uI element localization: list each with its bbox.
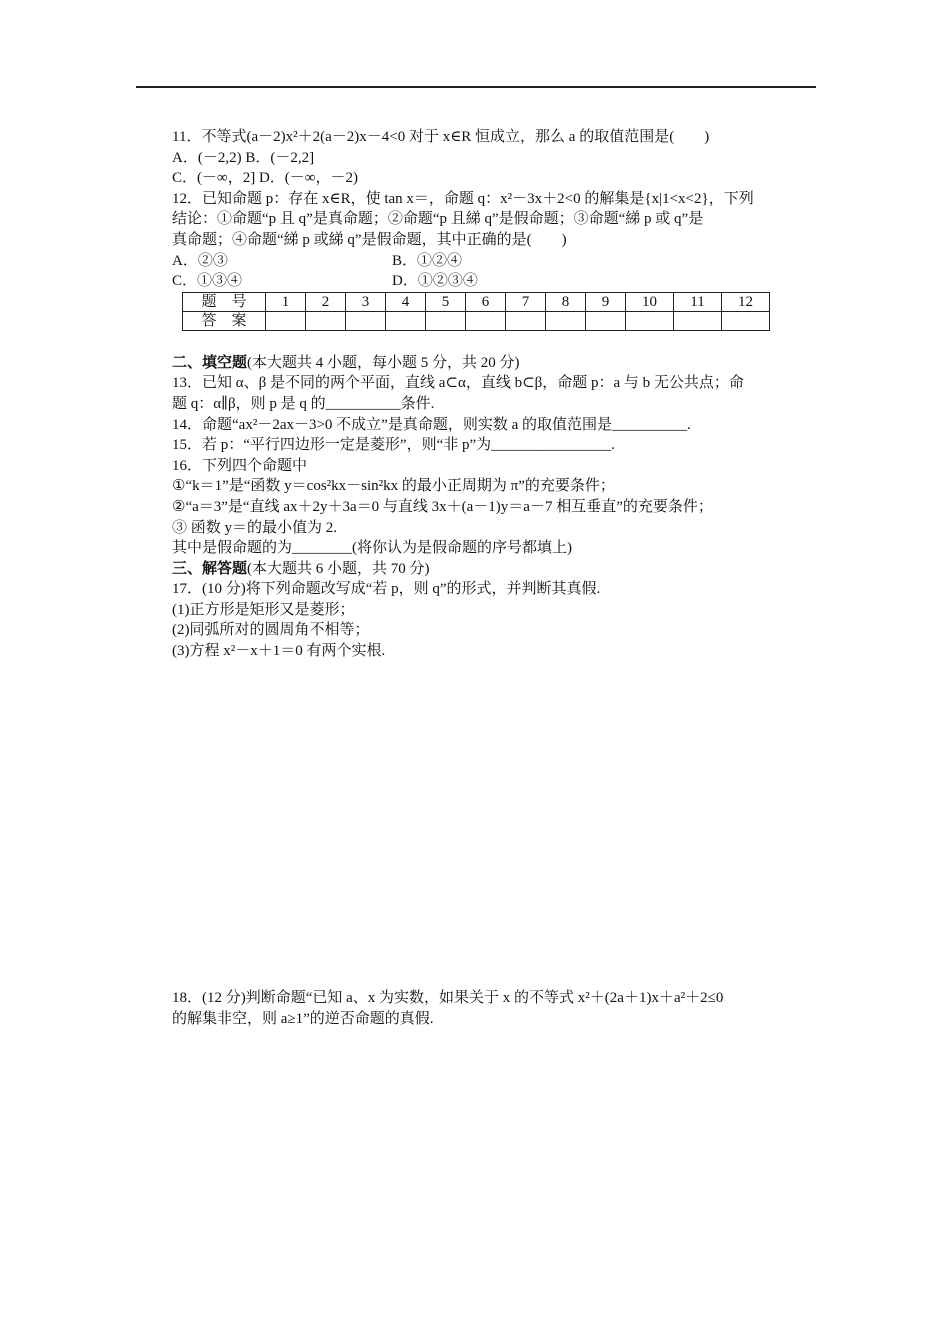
answer-table-number: 8	[546, 292, 586, 311]
q13-line-2: 题 q：α∥β，则 p 是 q 的__________条件.	[172, 395, 435, 412]
q13-line-1: 13．已知 α、β 是不同的两个平面，直线 a⊂α，直线 b⊂β，命题 p：a 与 b 无公共点；命	[172, 375, 744, 392]
answer-table-number-label: 题 号	[183, 292, 266, 311]
answer-cell[interactable]	[386, 311, 426, 330]
q11-options-cd: C．(－∞，2] D．(－∞，－2)	[172, 170, 358, 187]
section-3-title: 三、解答题	[172, 560, 248, 577]
answer-table-number: 5	[426, 292, 466, 311]
q12-line-1: 12．已知命题 p：存在 x∈R，使 tan x＝，命题 q：x²－3x＋2<0 的解集是{x|1<x<2}，下列	[172, 190, 754, 207]
header-rule	[136, 86, 816, 88]
q12-option-d: D．①②③④	[392, 273, 478, 290]
q12-option-b: B．①②④	[392, 252, 463, 269]
q16-tail: 其中是假命题的为________(将你认为是假命题的序号都填上)	[172, 540, 572, 557]
q11-stem: 11．不等式(a－2)x²＋2(a－2)x－4<0 对于 x∈R 恒成立，那么 a 的取值范围是( )	[172, 129, 710, 145]
q12-options-row-1	[172, 251, 818, 272]
answer-cell[interactable]	[506, 311, 546, 330]
q15: 15．若 p：“平行四边形一定是菱形”，则“非 p”为________________.	[172, 437, 615, 454]
answer-table-number: 4	[386, 292, 426, 311]
q12-line-3: 真命题；④命题“綈 p 或綈 q”是假命题，其中正确的是( )	[172, 231, 567, 248]
answer-table	[182, 292, 770, 331]
q17-item-3: (3)方程 x²－x＋1＝0 有两个实根.	[172, 643, 386, 660]
answer-cell[interactable]	[546, 311, 586, 330]
answer-table-number: 1	[266, 292, 306, 311]
answer-cell[interactable]	[466, 311, 506, 330]
answer-cell[interactable]	[626, 311, 674, 330]
q11-options-ab: A．(－2,2) B．(－2,2]	[172, 149, 315, 166]
section-2-title: 二、填空题	[172, 354, 248, 371]
q16-stem: 16．下列四个命题中	[172, 457, 308, 474]
answer-table-number: 10	[626, 292, 674, 311]
q12-option-a: A．②③	[172, 252, 228, 269]
section-3-heading	[172, 559, 818, 580]
q12-line-2: 结论：①命题“p 且 q”是真命题；②命题“p 且綈 q”是假命题；③命题“綈 p 或 q”是	[172, 211, 704, 228]
answer-table-number: 12	[722, 292, 770, 311]
q18-line-2: 的解集非空，则 a≥1”的逆否命题的真假.	[172, 1011, 434, 1027]
answer-table-answer-label: 答 案	[183, 311, 266, 330]
q12-options-row-2	[172, 271, 818, 292]
answer-table-number: 6	[466, 292, 506, 311]
answer-table-number: 9	[586, 292, 626, 311]
q18-block	[172, 988, 818, 1030]
q16-item-2: ②“a＝3”是“直线 ax＋2y＋3a＝0 与直线 3x＋(a－1)y＝a－7 相互垂直”的充要条件；	[172, 498, 713, 515]
answer-cell[interactable]	[426, 311, 466, 330]
q17-item-2: (2)同弧所对的圆周角不相等；	[172, 622, 370, 639]
q17-stem: 17．(10 分)将下列命题改写成“若 p，则 q”的形式，并判断其真假.	[172, 581, 601, 598]
q17-item-1: (1)正方形是矩形又是菱形；	[172, 601, 355, 618]
q12-option-c: C．①③④	[172, 273, 243, 290]
q16-item-3: ③ 函数 y＝的最小值为 2.	[172, 519, 338, 536]
answer-table-number: 2	[306, 292, 346, 311]
q18-line-1: 18．(12 分)判断命题“已知 a、x 为实数，如果关于 x 的不等式 x²＋(2a＋1)x＋a²＋2≤0	[172, 990, 724, 1006]
answer-cell[interactable]	[346, 311, 386, 330]
section-3-note: (本大题共 6 小题，共 70 分)	[247, 560, 430, 577]
section-2-note: (本大题共 4 小题，每小题 5 分，共 20 分)	[247, 354, 520, 371]
answer-table-number: 7	[506, 292, 546, 311]
exam-content	[172, 127, 818, 662]
answer-table-number: 3	[346, 292, 386, 311]
answer-cell[interactable]	[586, 311, 626, 330]
answer-cell[interactable]	[722, 311, 770, 330]
answer-cell[interactable]	[266, 311, 306, 330]
answer-table-header-row	[183, 292, 770, 311]
answer-table-answer-row	[183, 311, 770, 330]
answer-table-number: 11	[674, 292, 722, 311]
section-2-heading	[172, 353, 818, 374]
answer-cell[interactable]	[674, 311, 722, 330]
answer-cell[interactable]	[306, 311, 346, 330]
q14: 14．命题“ax²－2ax－3>0 不成立”是真命题，则实数 a 的取值范围是__________.	[172, 416, 691, 433]
q16-item-1: ①“k＝1”是“函数 y＝cos²kx－sin²kx 的最小正周期为 π”的充要条件；	[172, 478, 615, 495]
